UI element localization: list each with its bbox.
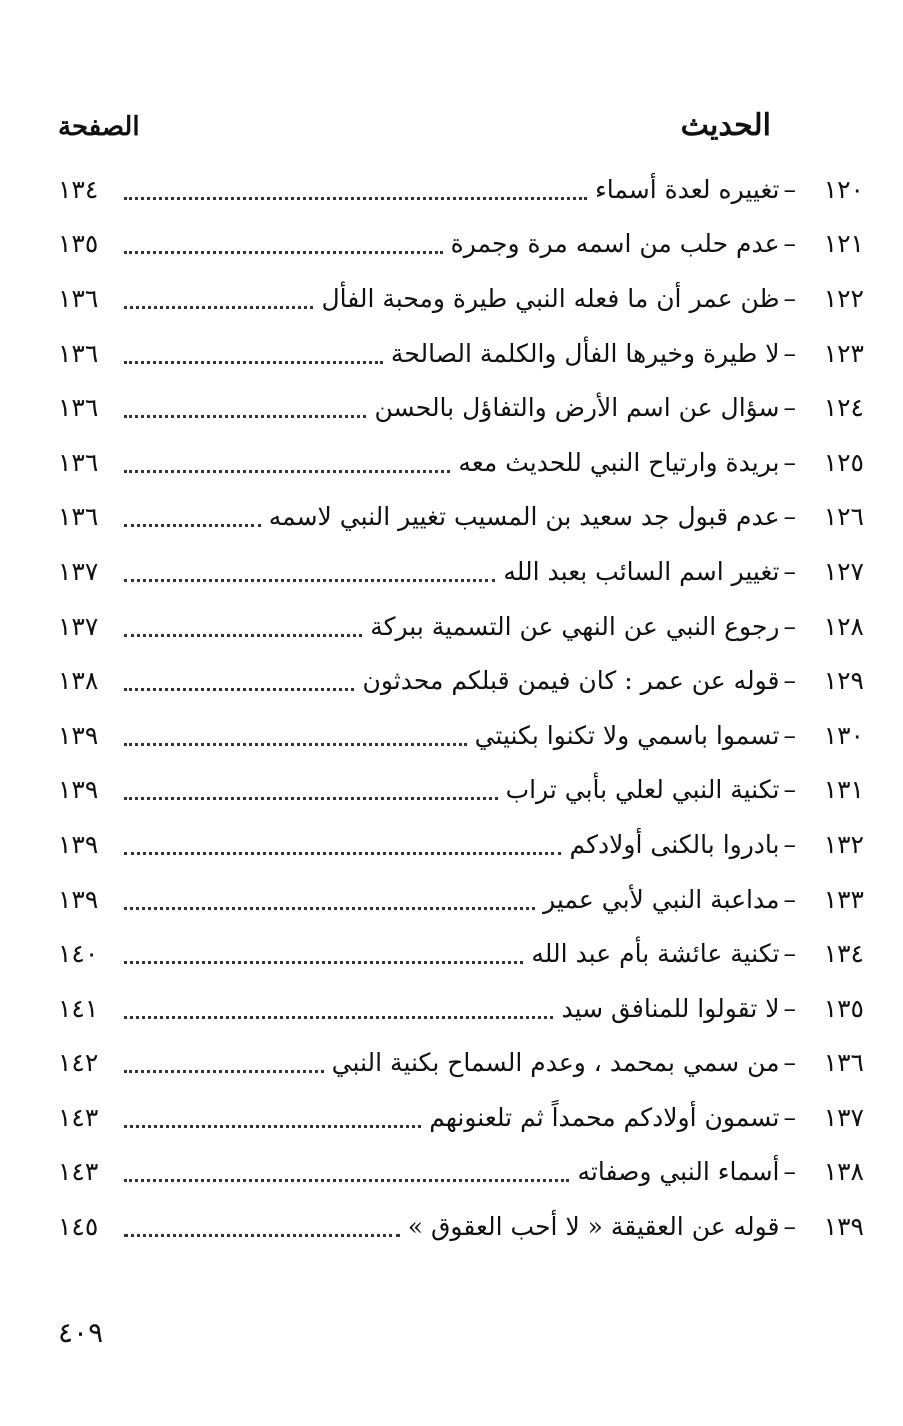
entry-title: بريدة وارتياح النبي للحديث معه [458,447,780,477]
entry-page-number: ١٣٩ [58,775,99,805]
toc-entry [58,926,864,981]
entry-title: تكنية عائشة بأم عبد الله [531,939,780,969]
entry-page-number: ١٤٠ [58,939,99,969]
entry-page-number: ١٣٧ [58,611,99,641]
entry-page-number: ١٣٩ [58,829,99,859]
dot-leader [124,961,523,964]
entry-dash: – [783,174,796,204]
toc-entry [58,162,864,217]
entry-title: تسموا باسمي ولا تكنوا بكنيتي [474,720,780,750]
dot-leader [124,251,443,254]
entry-page-number: ١٣٤ [58,174,99,204]
entry-page-number: ١٣٩ [58,720,99,750]
entry-number: ١٣٦ [823,1048,864,1078]
dot-leader [124,743,467,746]
dot-leader [124,361,383,364]
entry-page-number: ١٣٨ [58,666,99,696]
entry-page-number: ١٣٩ [58,884,99,914]
entry-dash: – [783,338,796,368]
entry-dash: – [783,829,796,859]
entry-page-number: ١٣٦ [58,502,99,532]
page-number: ٤٠٩ [58,1316,104,1349]
entry-dash: – [783,611,796,641]
dot-leader [124,852,561,855]
toc-entry [58,380,864,435]
entry-page-number: ١٣٦ [58,283,99,313]
toc-entry [58,599,864,654]
entry-title: تسمون أولادكم محمداً ثم تلعنونهم [429,1102,780,1132]
toc-entry [58,271,864,326]
entry-number: ١٣٨ [823,1157,864,1187]
toc-entry [58,1145,864,1200]
dot-leader [124,197,587,200]
entry-title: مداعبة النبي لأبي عمير [543,884,780,914]
entry-title: بادروا بالكنى أولادكم [569,829,780,859]
entry-title: قوله عن عمر : كان فيمن قبلكم محدثون [362,666,780,696]
entry-page-number: ١٣٦ [58,447,99,477]
column-heading-page: الصفحة [58,112,140,142]
entry-title: أسماء النبي وصفاته [577,1157,780,1187]
dot-leader [124,579,495,582]
entry-page-number: ١٤٣ [58,1157,99,1187]
entry-title: ظن عمر أن ما فعله النبي طيرة ومحبة الفأل [321,283,780,313]
entry-page-number: ١٣٦ [58,393,99,423]
entry-number: ١٢١ [823,229,864,259]
toc-entry [58,981,864,1036]
entry-dash: – [783,993,796,1023]
entry-title: تغيير اسم السائب بعبد الله [503,556,780,586]
entry-title: قوله عن العقيقة « لا أحب العقوق » [407,1212,780,1242]
dot-leader [124,415,366,418]
entry-page-number: ١٣٥ [58,229,99,259]
entry-page-number: ١٤٢ [58,1048,99,1078]
entry-number: ١٣٠ [823,720,864,750]
entry-title: سؤال عن اسم الأرض والتفاؤل بالحسن [374,393,780,423]
toc-entry [58,490,864,545]
entry-number: ١٢٨ [823,611,864,641]
toc-entry [58,763,864,818]
entry-page-number: ١٣٧ [58,556,99,586]
entry-dash: – [783,1048,796,1078]
dot-leader [124,306,313,309]
entry-number: ١٢٢ [823,283,864,313]
toc-entry [58,435,864,490]
entry-dash: – [783,1102,796,1132]
entry-number: ١٢٥ [823,447,864,477]
entry-dash: – [783,447,796,477]
entry-number: ١٣٣ [823,884,864,914]
entry-dash: – [783,939,796,969]
dot-leader [124,688,354,691]
dot-leader [124,1125,421,1128]
entry-title: عدم قبول جد سعيد بن المسيب تغيير النبي لاسمه [268,502,780,532]
dot-leader [124,1179,569,1182]
entry-page-number: ١٣٦ [58,338,99,368]
entry-dash: – [783,283,796,313]
entry-number: ١٣٩ [823,1212,864,1242]
entry-dash: – [783,556,796,586]
entry-number: ١٢٦ [823,502,864,532]
entry-dash: – [783,775,796,805]
entry-number: ١٣٧ [823,1102,864,1132]
dot-leader [124,470,450,473]
entry-dash: – [783,884,796,914]
toc-entry [58,817,864,872]
entry-title: تغييره لعدة أسماء [594,174,780,204]
entry-number: ١٢٠ [823,174,864,204]
entry-page-number: ١٤٣ [58,1102,99,1132]
entry-number: ١٢٣ [823,338,864,368]
column-heading-hadith: الحديث [680,108,771,143]
entry-number: ١٢٩ [823,666,864,696]
entry-dash: – [783,502,796,532]
entry-number: ١٢٧ [823,556,864,586]
entry-title: تكنية النبي لعلي بأبي تراب [505,775,780,805]
entry-page-number: ١٤١ [58,993,99,1023]
entry-number: ١٣١ [823,775,864,805]
entry-title: لا طيرة وخيرها الفأل والكلمة الصالحة [390,338,780,368]
entry-title: عدم حلب من اسمه مرة وجمرة [450,229,780,259]
table-of-contents [58,162,864,1254]
dot-leader [124,524,261,527]
entry-title: من سمي بمحمد ، وعدم السماح بكنية النبي [331,1048,780,1078]
toc-entry [58,1090,864,1145]
toc-entry [58,653,864,708]
entry-title: رجوع النبي عن النهي عن التسمية ببركة [370,611,780,641]
entry-title: لا تقولوا للمنافق سيد [561,993,780,1023]
entry-number: ١٣٤ [823,939,864,969]
toc-entry [58,872,864,927]
entry-page-number: ١٤٥ [58,1212,99,1242]
dot-leader [124,1234,400,1237]
entry-dash: – [783,1157,796,1187]
entry-number: ١٣٥ [823,993,864,1023]
toc-entry [58,544,864,599]
entry-number: ١٢٤ [823,393,864,423]
toc-entry [58,217,864,272]
dot-leader [124,1016,553,1019]
dot-leader [124,797,498,800]
entry-dash: – [783,1212,796,1242]
dot-leader [124,1070,324,1073]
toc-entry [58,1036,864,1091]
entry-dash: – [783,720,796,750]
toc-entry [58,1199,864,1254]
entry-dash: – [783,393,796,423]
entry-dash: – [783,229,796,259]
entry-dash: – [783,666,796,696]
dot-leader [124,907,535,910]
toc-entry [58,326,864,381]
toc-entry [58,708,864,763]
entry-number: ١٣٢ [823,829,864,859]
dot-leader [124,634,362,637]
